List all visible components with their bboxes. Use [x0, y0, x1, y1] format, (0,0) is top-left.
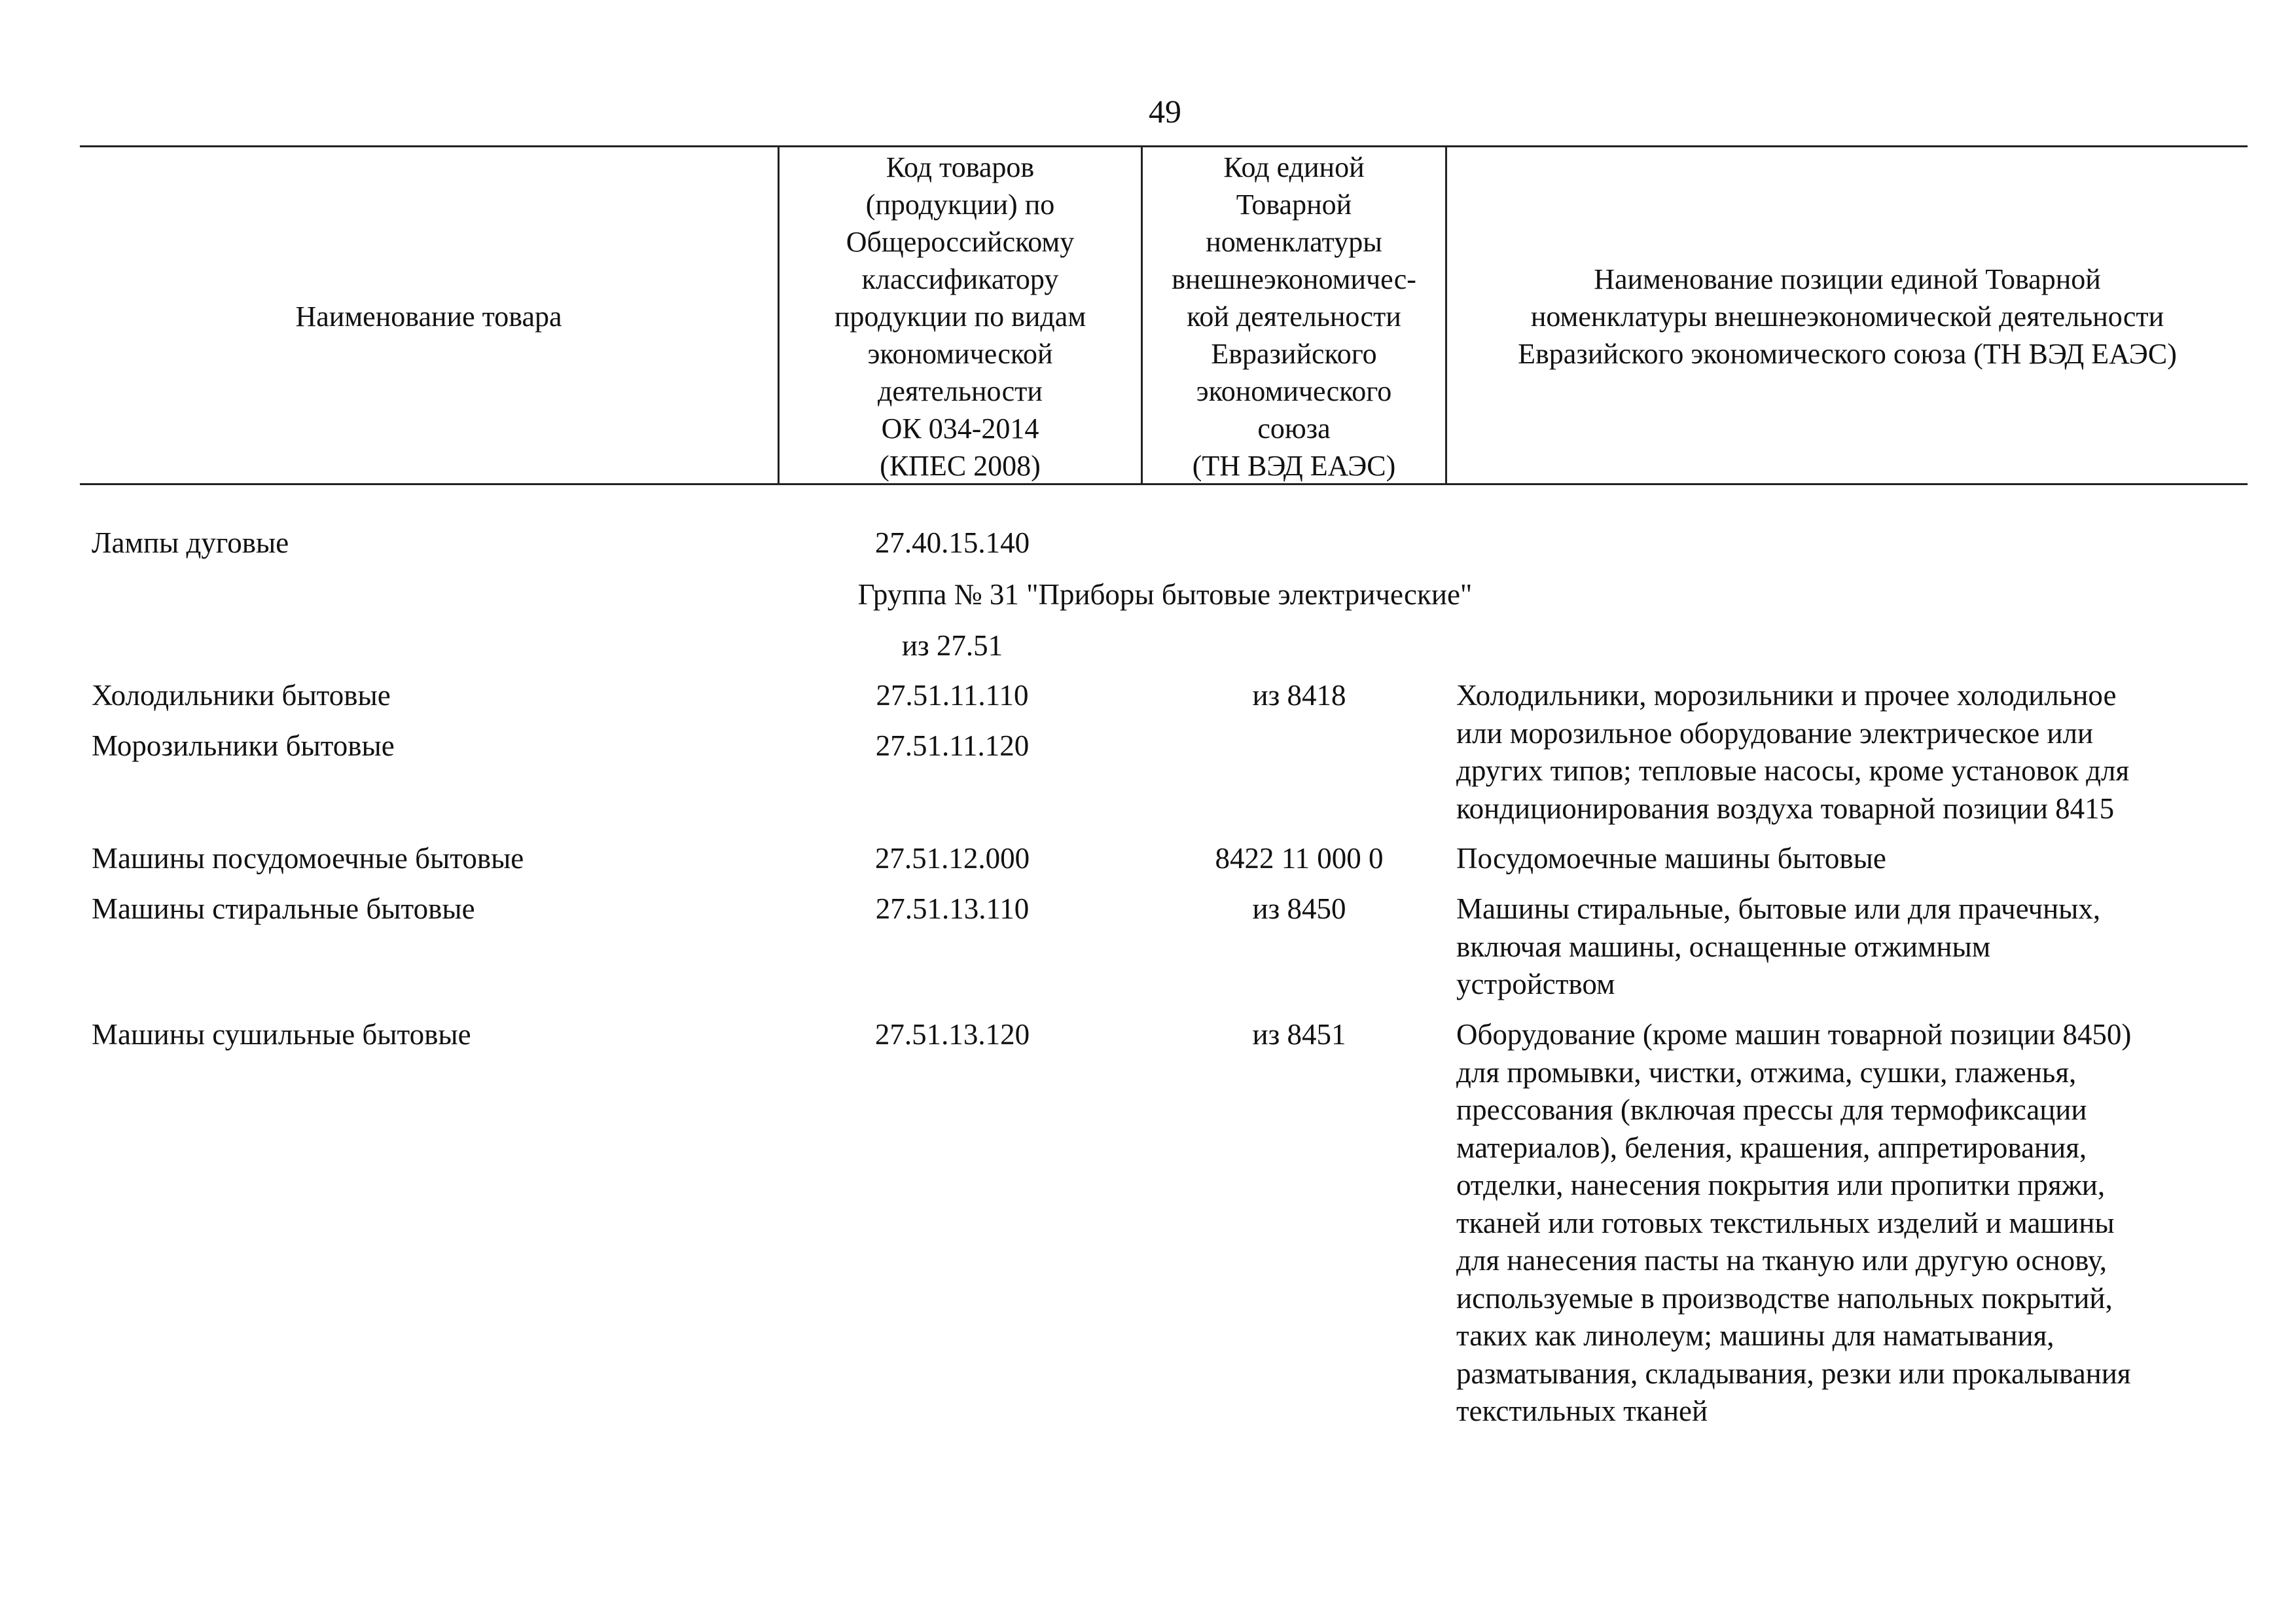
row-dishwashers-desc: Посудомоечные машины бытовые — [1456, 842, 1886, 875]
row-refrigerators-name: Холодильники бытовые — [92, 679, 391, 712]
row-refrigerators-tnved: из 8418 — [1252, 679, 1346, 712]
row-dishwashers-okpd: 27.51.12.000 — [874, 842, 1030, 875]
row-refrigerators-desc: Холодильники, морозильники и прочее холодильное или морозильное оборудование электрическое или других типов; тепловые насосы, кроме установок для кондиционирования воздуха товарной позиции 8415 — [1456, 679, 2130, 825]
row-dryers-desc: Оборудование (кроме машин товарной позиции 8450) для промывки, чистки, отжима, сушки, глаженья, прессования (включая прессы для термофиксации материалов), беления, крашения, аппретирования, отделки, нанесения покрытия или пропитки пряжи, тканей или готовых текстильных изделий и машины для нанесения пасты на тканую или другую основу, используемые в производстве напольных покрытий, таких как линолеум; машины для наматывания, разматывания, складывания, резки или прокалывания текстильных тканей — [1456, 1018, 2132, 1427]
row-refrigerators-okpd: 27.51.11.110 — [876, 679, 1029, 712]
header-col-tnved-code: Код единой Товарной номенклатуры внешнеэкономичес- кой деятельности Евразийского экономического союза (ТН ВЭД ЕАЭС) — [1172, 151, 1416, 482]
header-top-rule — [80, 145, 2248, 147]
row-dishwashers-tnved: 8422 11 000 0 — [1215, 842, 1384, 875]
row-washers-name: Машины стиральные бытовые — [92, 892, 475, 925]
row-dryers-name: Машины сушильные бытовые — [92, 1018, 471, 1051]
row-freezers-okpd: 27.51.11.120 — [875, 729, 1030, 762]
row-lamps-okpd: 27.40.15.140 — [874, 526, 1030, 559]
row-dryers-tnved: из 8451 — [1252, 1018, 1346, 1051]
row-dryers-okpd: 27.51.13.120 — [874, 1018, 1030, 1051]
group-code: из 27.51 — [901, 629, 1003, 662]
header-col-okpd: Код товаров (продукции) по Общероссийскому классификатору продукции по видам экономической деятельности ОК 034-2014 (КПЕС 2008) — [834, 151, 1086, 482]
row-washers-okpd: 27.51.13.110 — [875, 892, 1030, 925]
row-dishwashers-name: Машины посудомоечные бытовые — [92, 842, 524, 875]
header-col-tnved-name: Наименование позиции единой Товарной номенклатуры внешнеэкономической деятельности Евразийского экономического союза (ТН ВЭД ЕАЭС) — [1518, 263, 2177, 370]
group-title: Группа № 31 "Приборы бытовые электрические" — [857, 578, 1473, 611]
header-col-product-name: Наименование товара — [295, 301, 562, 333]
page-number: 49 — [1149, 93, 1181, 130]
row-lamps-name: Лампы дуговые — [92, 526, 289, 559]
row-washers-tnved: из 8450 — [1252, 892, 1346, 925]
row-washers-desc: Машины стиральные, бытовые или для прачечных, включая машины, оснащенные отжимным устройством — [1456, 892, 2101, 1000]
row-freezers-name: Морозильники бытовые — [92, 729, 395, 762]
